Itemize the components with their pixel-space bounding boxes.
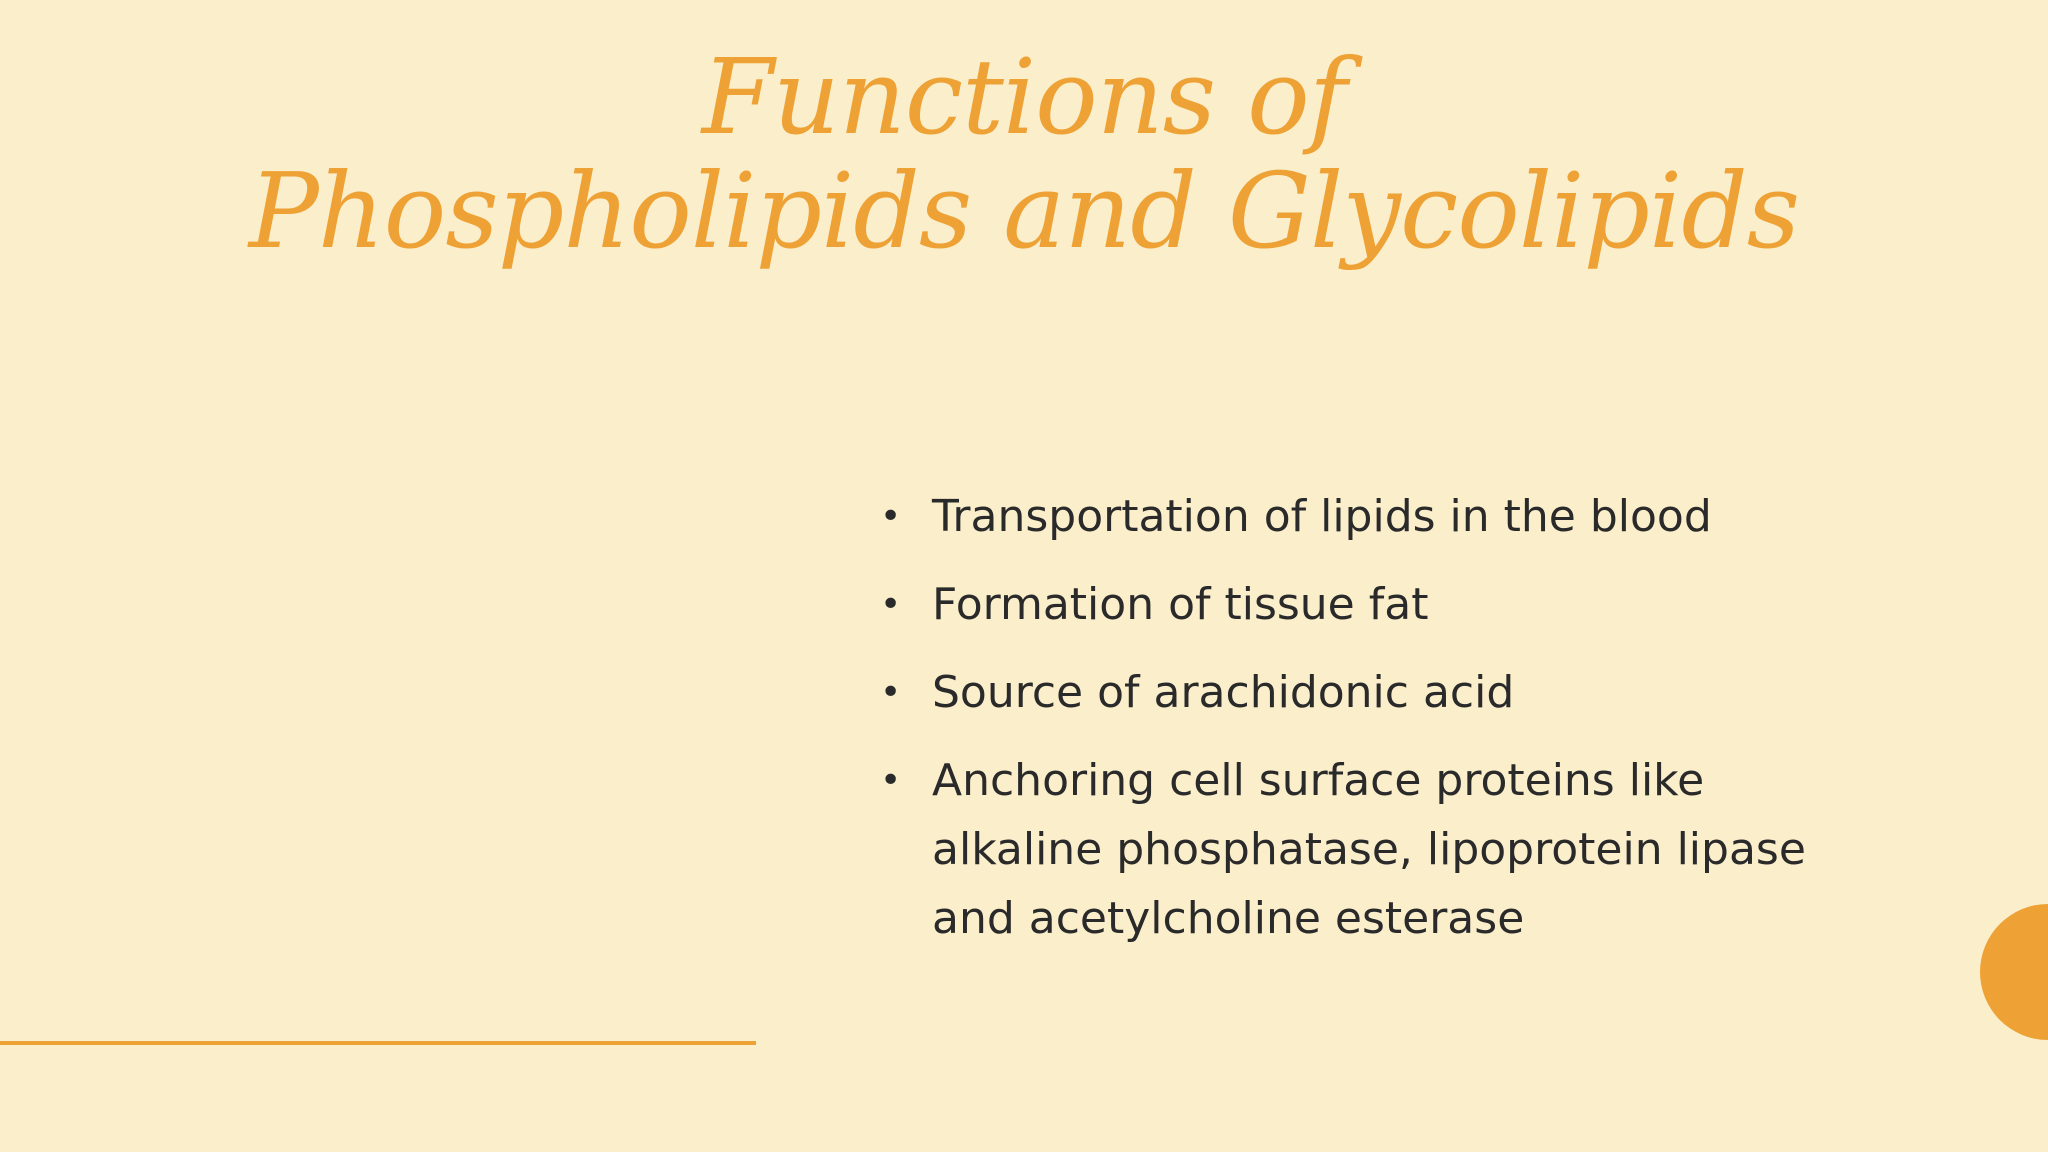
accent-rule — [0, 1041, 756, 1045]
slide-title-line-1: Functions of — [701, 36, 1347, 158]
bullet-item-2 — [880, 570, 1880, 639]
slide-title — [0, 36, 2048, 272]
bullet-item-1 — [880, 482, 1880, 551]
bullet-dot-icon: • — [880, 496, 902, 537]
bullet-list — [880, 482, 1880, 972]
bullet-dot-icon: • — [880, 672, 902, 713]
bullet-dot-icon: • — [880, 584, 902, 625]
bullet-text-3: Source of arachidonic acid — [932, 667, 1515, 718]
bullet-item-3 — [880, 658, 1880, 727]
bullet-dot-icon: • — [880, 760, 902, 801]
accent-circle — [1980, 904, 2048, 1040]
slide-title-line-2: Phospholipids and Glycolipids — [248, 150, 1800, 272]
bullet-text-2: Formation of tissue fat — [932, 579, 1429, 630]
bullet-item-4 — [880, 746, 1880, 953]
bullet-text-4: Anchoring cell surface proteins like alkaline phosphatase, lipoprotein lipase and acetylcholine esterase — [932, 755, 1806, 944]
bullet-text-1: Transportation of lipids in the blood — [932, 491, 1712, 542]
